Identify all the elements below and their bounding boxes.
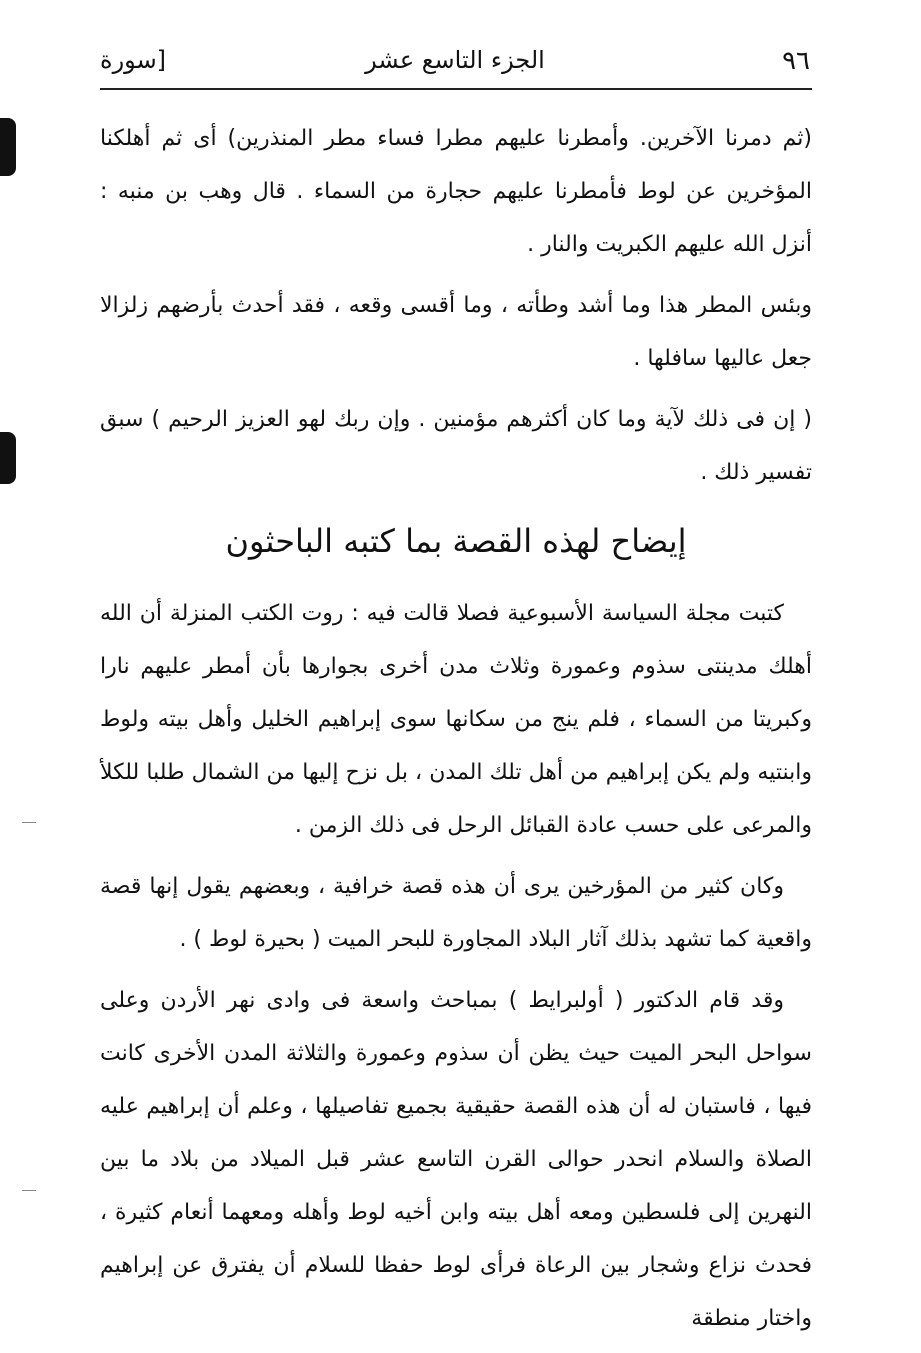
- paragraph: وقد قام الدكتور ( أولبرايط ) بمباحث واسعة فى وادى نهر الأردن وعلى سواحل البحر الميت حيث يظن أن سذوم وعمورة والثلاثة المدن الأخرى كانت فيها ، فاستبان له أن هذه القصة حقيقية بجميع تفاصيلها ، وعلم أن إبراهيم عليه الصلاة والسلام انحدر حوالى القرن التاسع عشر قبل الميلاد من بلاد ما بين النهرين إلى فلسطين ومعه أهل بيته وابن أخيه لوط وأهله ومعهما أنعام كثيرة ، فحدث نزاع وشجار بين الرعاة فرأى لوط حفظا للسلام أن يفترق عن إبراهيم واختار منطقة: [100, 988, 812, 1331]
- surah-label: [سورة: [100, 46, 167, 74]
- paragraph: كتبت مجلة السياسة الأسبوعية فصلا قالت فيه : روت الكتب المنزلة أن الله أهلك مدينتى سذوم وعمورة وثلاث مدن أخرى بجوارها بأن أمطر عليهم نارا وكبريتا من السماء ، فلم ينج من سكانها سوى إبراهيم الخليل وأهل بيته ولوط وابنتيه ولم يكن إبراهيم من أهل تلك المدن ، بل نزح إليها من الشمال طلبا للكلأ والمرعى على حسب عادة القبائل الرحل فى ذلك الزمن .: [100, 601, 812, 838]
- margin-tick: [22, 1190, 36, 1191]
- paragraph: ( إن فى ذلك لآية وما كان أكثرهم مؤمنين . وإن ربك لهو العزيز الرحيم ) سبق تفسير ذلك .: [100, 407, 812, 485]
- paragraph: (ثم دمرنا الآخرين. وأمطرنا عليهم مطرا فساء مطر المنذرين) أى ثم أهلكنا المؤخرين عن لوط فأمطرنا عليهم حجارة من السماء . قال وهب بن منبه : أنزل الله عليهم الكبريت والنار .: [100, 126, 812, 257]
- header-rule: [100, 88, 812, 90]
- margin-tick: [22, 822, 36, 823]
- page-body: [100, 112, 812, 1353]
- paragraph: وبئس المطر هذا وما أشد وطأته ، وما أقسى وقعه ، فقد أحدث بأرضهم زلزالا جعل عاليها سافلها .: [100, 293, 812, 371]
- part-title: الجزء التاسع عشر: [365, 46, 545, 74]
- page-number: ٩٦: [782, 46, 810, 76]
- running-header: [100, 40, 810, 86]
- scan-edge-mark: [0, 432, 16, 484]
- paragraph: وكان كثير من المؤرخين يرى أن هذه قصة خرافية ، وبعضهم يقول إنها قصة واقعية كما تشهد بذلك آثار البلاد المجاورة للبحر الميت ( بحيرة لوط ) .: [100, 874, 812, 952]
- section-title: إيضاح لهذه القصة بما كتبه الباحثون: [225, 522, 687, 560]
- scan-edge-mark: [0, 118, 16, 176]
